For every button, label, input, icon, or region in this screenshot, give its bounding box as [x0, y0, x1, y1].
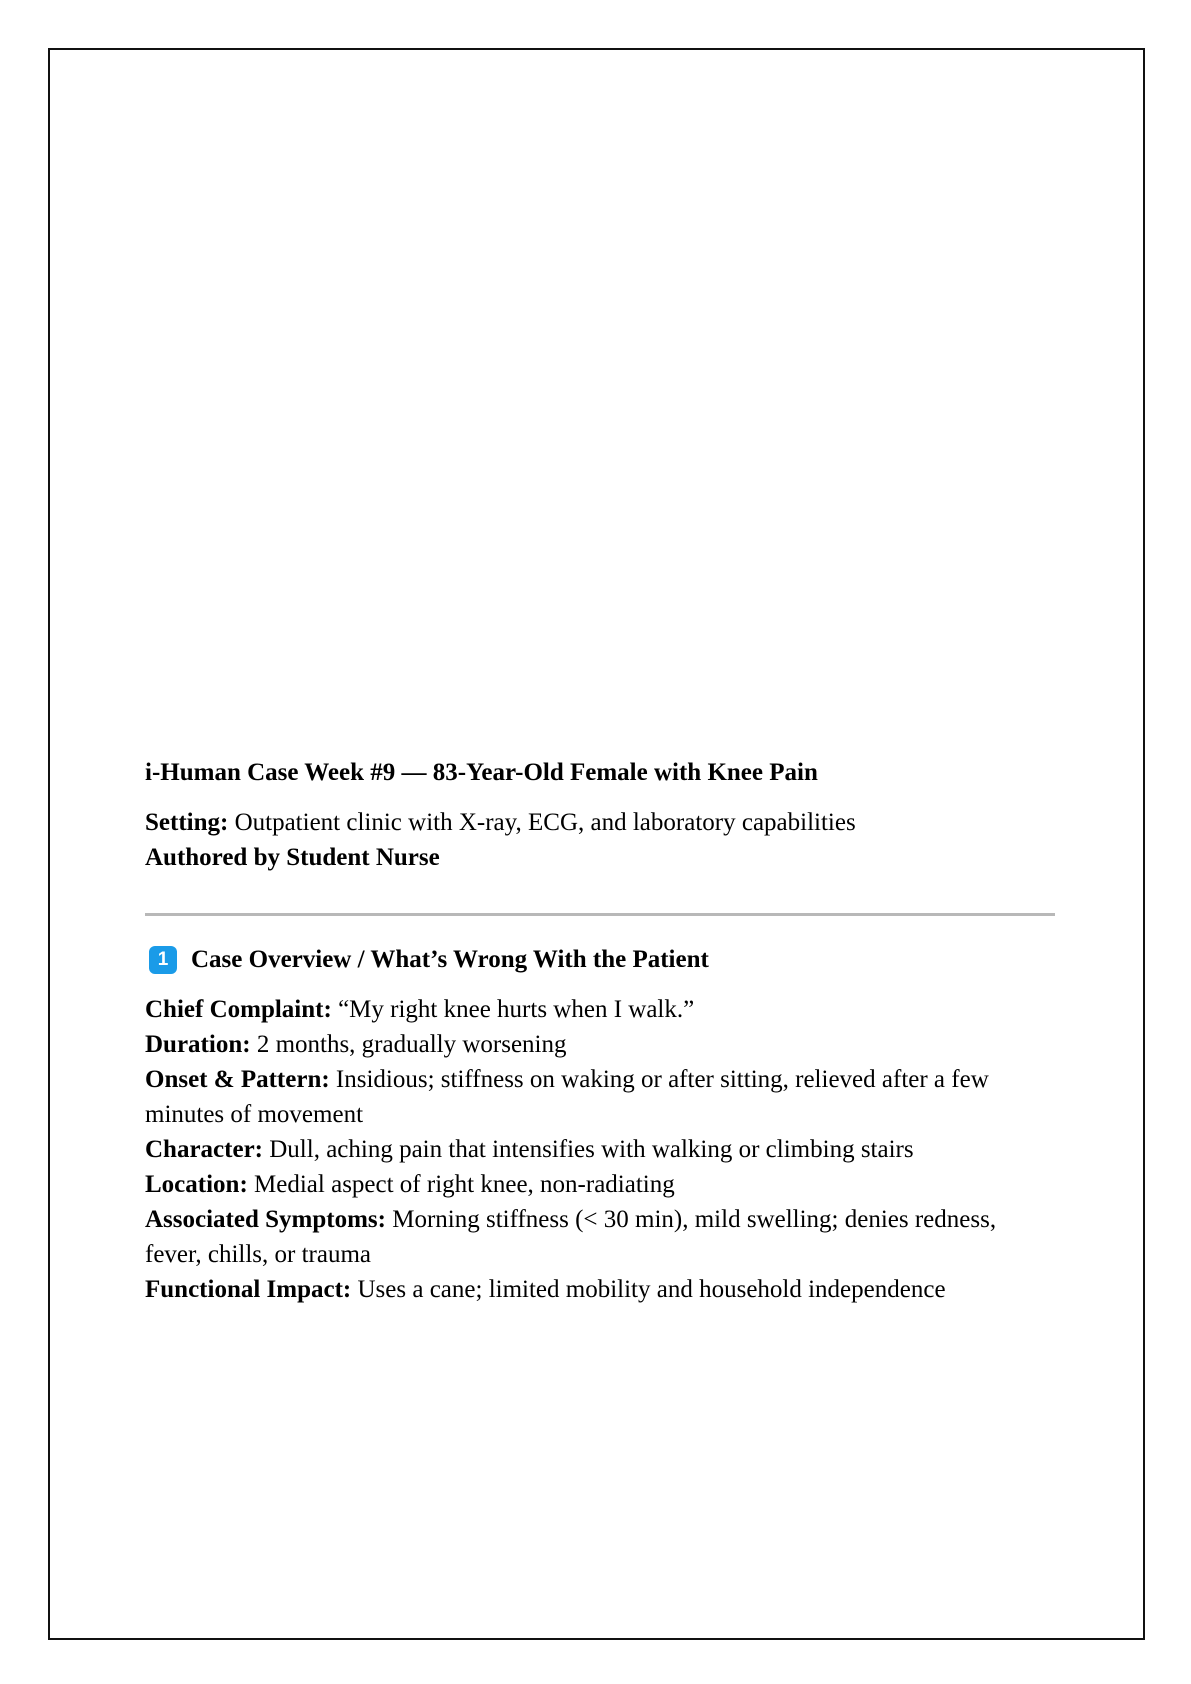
- field-label: Character:: [145, 1136, 263, 1163]
- field-value: 2 months, gradually worsening: [256, 1031, 567, 1058]
- field-label: Chief Complaint:: [145, 996, 332, 1023]
- field-label: Functional Impact:: [145, 1276, 352, 1303]
- authored-by: Authored by Student Nurse: [145, 844, 440, 871]
- document-title: i-Human Case Week #9 — 83-Year-Old Female with Knee Pain: [145, 759, 818, 786]
- section-1-title: Case Overview / What’s Wrong With the Patient: [191, 946, 709, 973]
- field-functional-impact: [145, 1272, 1055, 1307]
- field-onset-pattern: [145, 1062, 1055, 1132]
- field-label: Onset & Pattern:: [145, 1066, 330, 1093]
- setting-label: Setting:: [145, 809, 229, 836]
- field-value: Insidious; stiffness on waking or after sitting, relieved after a few minutes of movement: [145, 1066, 989, 1128]
- setting-value: Outpatient clinic with X-ray, ECG, and laboratory capabilities: [234, 809, 856, 836]
- section-divider: [145, 913, 1055, 916]
- field-label: Location:: [145, 1171, 248, 1198]
- field-associated-symptoms: [145, 1202, 1055, 1272]
- field-value: “My right knee hurts when I walk.”: [338, 996, 695, 1023]
- field-value: Medial aspect of right knee, non-radiating: [254, 1171, 675, 1198]
- field-duration: [145, 1027, 1055, 1062]
- field-label: Duration:: [145, 1031, 251, 1058]
- field-location: [145, 1167, 1055, 1202]
- field-chief-complaint: [145, 992, 1055, 1027]
- section-1-heading: [149, 942, 1055, 978]
- field-label: Associated Symptoms:: [145, 1206, 386, 1233]
- number-1-icon: 1: [149, 946, 177, 974]
- setting-line: [145, 805, 1055, 840]
- field-value: Dull, aching pain that intensifies with walking or climbing stairs: [269, 1136, 914, 1163]
- document-content: [145, 755, 1055, 1307]
- field-value: Uses a cane; limited mobility and household independence: [357, 1276, 946, 1303]
- field-value: Morning stiffness (< 30 min), mild swelling; denies redness, fever, chills, or trauma: [145, 1206, 997, 1268]
- field-character: [145, 1132, 1055, 1167]
